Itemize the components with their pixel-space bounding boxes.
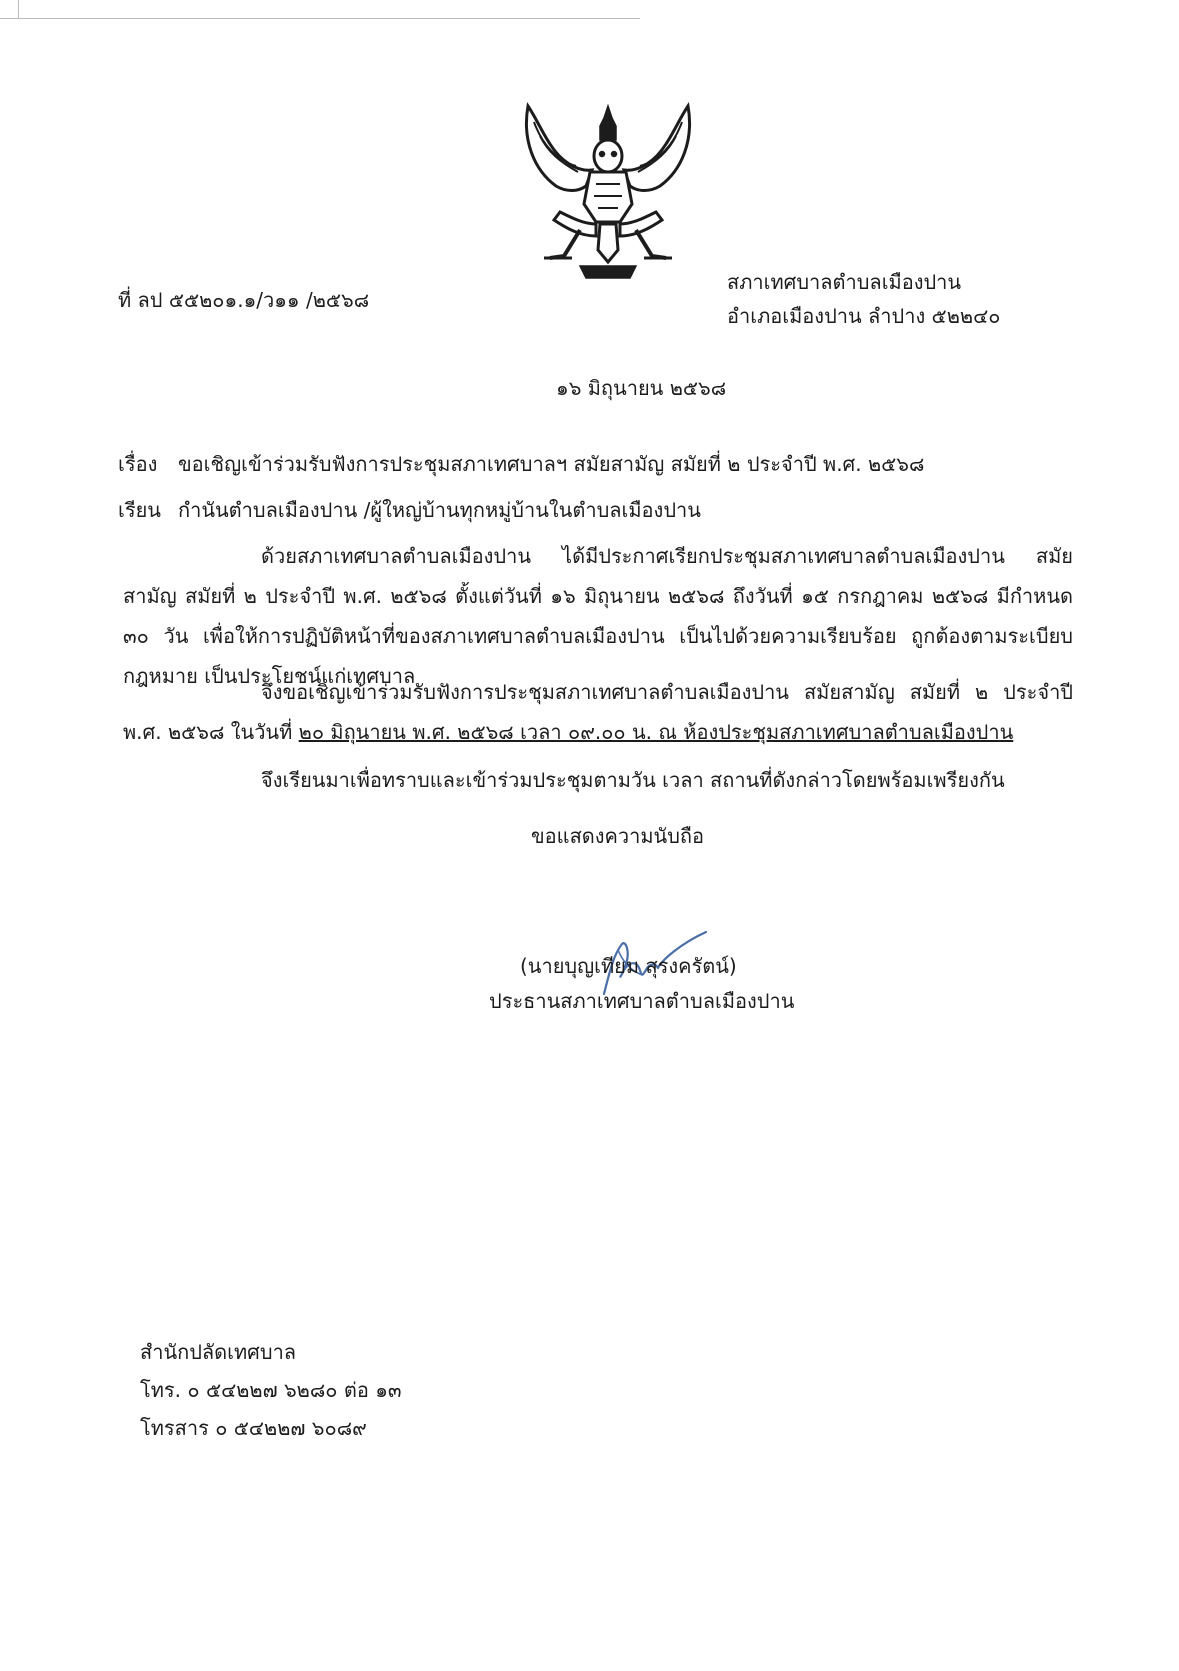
recipient-label: เรียน: [118, 498, 161, 522]
footer-fax: โทรสาร ๐ ๕๔๒๒๗ ๖๐๘๙: [140, 1416, 367, 1440]
sender-address: อำเภอเมืองปาน ลำปาง ๕๒๒๔๐: [727, 304, 1001, 328]
meeting-datetime-location: ๒๐ มิถุนายน พ.ศ. ๒๕๖๘ เวลา ๐๙.๐๐ น. ณ ห้องประชุมสภาเทศบาลตำบลเมืองปาน: [298, 720, 1014, 744]
body-paragraph-3: จึงเรียนมาเพื่อทราบและเข้าร่วมประชุมตามวัน เวลา สถานที่ดังกล่าวโดยพร้อมเพรียงกัน: [261, 768, 1005, 792]
subject-label: เรื่อง: [118, 452, 158, 476]
body-paragraph-1: ด้วยสภาเทศบาลตำบลเมืองปาน ได้มีประกาศเรียกประชุมสภาเทศบาลตำบลเมืองปาน สมัยสามัญ สมัยที่ ๒ ประจำปี พ.ศ. ๒๕๖๘ ตั้งแต่วันที่ ๑๖ มิถุนายน ๒๕๖๘ ถึงวันที่ ๑๕ กรกฎาคม ๒๕๖๘ มีกำหนด ๓๐ วัน เพื่อให้การปฏิบัติหน้าที่ของสภาเทศบาลตำบลเมืองปาน เป็นไปด้วยความเรียบร้อย ถูกต้องตามระเบียบกฎหมาย เป็นประโยชน์แก่เทศบาล: [123, 544, 1073, 688]
closing-salutation: ขอแสดงความนับถือ: [531, 824, 705, 848]
garuda-emblem-icon: [520, 100, 696, 282]
subject-text: ขอเชิญเข้าร่วมรับฟังการประชุมสภาเทศบาลฯ สมัยสามัญ สมัยที่ ๒ ประจำปี พ.ศ. ๒๕๖๘: [178, 452, 925, 476]
recipient-text: กำนันตำบลเมืองปาน /ผู้ใหญ่บ้านทุกหมู่บ้านในตำบลเมืองปาน: [178, 498, 701, 522]
signer-name: (นายบุญเทียม สุรงครัตน์): [520, 954, 737, 978]
body-paragraph-2-text: จึงขอเชิญเข้าร่วมรับฟังการประชุมสภาเทศบาลตำบลเมืองปาน สมัยสามัญ สมัยที่ ๒ ประจำปี พ.ศ. ๒๕๖๘ ในวันที่: [123, 680, 1073, 744]
body-paragraph-2: [123, 672, 1073, 752]
reference-number: ที่ ลป ๕๕๒๐๑.๑/ว๑๑ /๒๕๖๘: [118, 288, 370, 312]
footer-office: สำนักปลัดเทศบาล: [140, 1340, 297, 1364]
footer-phone: โทร. ๐ ๕๔๒๒๗ ๖๒๘๐ ต่อ ๑๓: [140, 1378, 402, 1402]
scan-border-tick: [18, 0, 19, 18]
sender-organization: สภาเทศบาลตำบลเมืองปาน: [727, 270, 962, 294]
signer-position: ประธานสภาเทศบาลตำบลเมืองปาน: [489, 989, 795, 1013]
scan-border-top: [0, 0, 640, 19]
letter-date: ๑๖ มิถุนายน ๒๕๖๘: [556, 376, 727, 400]
